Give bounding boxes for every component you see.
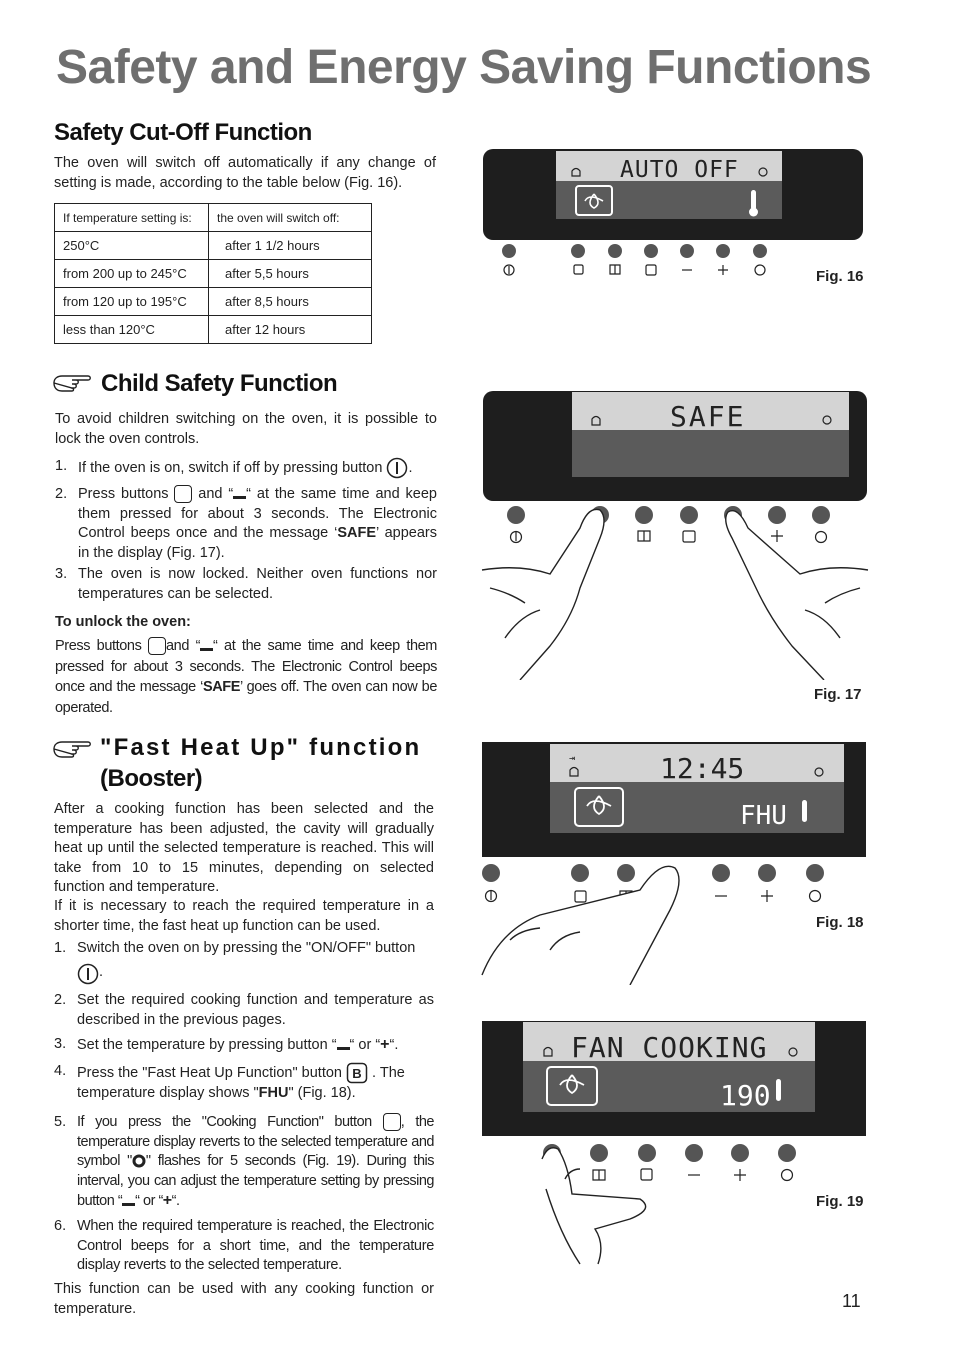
fig16-label: Fig. 16 [816,268,864,285]
page-title: Safety and Energy Saving Functions [56,41,872,94]
step-text: Set the temperature by pressing button “ [77,1037,337,1053]
step-text: When the required temperature is reached, the Electronic Control beeps for a short time, and the temperature display reverts to the selected temperature. [77,1218,434,1273]
safe-label: SAFE [202,679,241,695]
step-text: , the temperature display reverts to the selected temperature and symbol " [77,1114,434,1169]
step-text: ’ goes off. The oven can now be operated. [55,679,437,716]
step-text: and “ [198,486,234,502]
list-item: 5. If you press the "Cooking Function" button , the temperature display reverts to the selected temperature and symbol " " flashes for 5 seconds (Fig. 19). During this interval, you can adjust the temperature setting by pressing button “ “ or “+“. [54,1114,434,1209]
booster-heading-line1: "Fast Heat Up" function [100,734,422,761]
table-row [55,288,372,316]
cutoff-table [54,203,372,344]
svg-text:⇥: ⇥ [569,753,576,764]
step-text: ’ appears in the display (Fig. 17). [78,525,437,561]
plus-icon [771,530,783,542]
step-text: " (Fig. 18). [288,1085,356,1101]
thermometer-icon [751,190,756,210]
timer-icon [816,532,827,543]
fig18-time-text: 12:45 [660,752,745,785]
step-text: The oven is now locked. Neither oven functions nor temperatures can be selected. [78,566,437,602]
plus-icon: + [380,1036,390,1053]
table-cell: after 8,5 hours [209,288,372,316]
table-cell: from 200 up to 245°C [55,260,209,288]
booster-b-icon [683,531,695,542]
table-cell: after 1 1/2 hours [209,232,372,260]
fan-symbol-icon [132,1154,146,1168]
fig16-display-text: AUTO OFF [620,157,739,183]
list-item: 3. Set the temperature by pressing button “ “ or “+“. [54,1036,399,1053]
fig16-control-panel [480,146,870,286]
hand-illustration [482,509,868,680]
step-text: and “ [166,638,201,654]
table-header: the oven will switch off: [209,204,372,232]
cooking-function-button-icon [148,637,166,655]
power-icon [386,457,408,479]
list-item: 6. When the required temperature is reached, the Electronic Control beeps for a short time, and the temperature display reverts to the selected temperature. [54,1217,434,1277]
table-header-row [55,204,372,232]
table-row [55,316,372,344]
step-text: “ at the same time and keep them pressed for about 3 seconds. The Electronic Control beeps once and the message ‘ [55,638,437,695]
fig19-temp-text: 190 [720,1079,771,1112]
step-text: Switch the oven on by pressing the "ON/OFF" button [77,940,416,956]
table-header: If temperature setting is: [55,204,209,232]
child-heading: Child Safety Function [101,370,338,397]
fig19-control-panel [480,1019,870,1267]
booster-para1: After a cooking function has been selected and the temperature has been adjusted, the cavity will gradually heat up until the selected temperature is reached. This will take from 10 to 15 minutes, depending on selected function and temperature. [54,801,434,895]
hand-illustration [542,1148,646,1264]
cooking-function-button-icon [383,1113,401,1131]
table-cell: 250°C [55,232,209,260]
list-item: 1. If the oven is on, switch if off by pressing button . [55,457,437,479]
list-item: 3. The oven is now locked. Neither oven functions nor temperatures can be selected. [55,565,437,605]
table-cell: from 120 up to 195°C [55,288,209,316]
step-text: Press buttons [55,638,142,654]
fig18-label: Fig. 18 [816,914,864,931]
booster-b-icon [346,1062,368,1084]
fig17-control-panel [480,388,870,680]
safe-label: SAFE [337,525,377,541]
fig19-display-text: FAN COOKING [571,1031,768,1064]
cooking-function-icon [575,891,586,902]
unlock-heading: To unlock the oven: [55,614,191,630]
step-text: If the oven is on, switch if off by pressing button [78,459,383,476]
minus-icon [122,1203,135,1206]
book-icon [610,265,620,274]
list-item: 2. Press buttons and “ “ at the same time and keep them pressed for about 3 seconds. The Electronic Control beeps once and the message ‘SAFE’ appears in the display (Fig. 17). [55,486,437,561]
book-icon [593,1170,605,1180]
step-text: If you press the "Cooking Function" button [77,1114,372,1130]
step-text: Set the required cooking function and temperature as described in the previous pages. [77,992,434,1028]
child-intro: To avoid children switching on the oven, it is possible to lock the oven controls. [55,411,437,447]
step-text: “ or “ [349,1037,381,1053]
table-row [55,260,372,288]
fig17-label: Fig. 17 [814,686,862,703]
plus-icon [718,265,728,275]
timer-icon [810,891,821,902]
cutoff-intro: The oven will switch off automatically if any change of setting is made, according to the table below (Fig. 16). [54,155,436,191]
plus-icon: + [162,1192,172,1209]
booster-b-icon [641,1169,652,1180]
minus-icon [200,648,213,651]
plus-icon [734,1169,746,1181]
list-item: 2. Set the required cooking function and temperature as described in the previous pages. [54,991,434,1031]
table-row [55,232,372,260]
step-text: . The temperature display shows " [77,1064,405,1101]
fig18-control-panel [480,740,870,985]
timer-icon [782,1170,793,1181]
booster-heading-line2: (Booster) [100,765,203,792]
hand-illustration [482,866,679,985]
cooking-function-button-icon [174,485,192,503]
step-text: Press buttons [78,486,169,502]
booster-b-icon [646,265,656,275]
fig19-label: Fig. 19 [816,1193,864,1210]
unlock-text [55,636,437,718]
cutoff-heading: Safety Cut-Off Function [54,119,312,146]
thermometer-icon [802,800,807,822]
fhu-label: FHU [258,1085,289,1101]
book-icon [638,531,650,541]
list-item: 1. Switch the oven on by pressing the "ON/OFF" button . [54,939,434,989]
page-number: 11 [842,1291,861,1311]
step-text: " flashes for 5 seconds (Fig. 19). During this interval, you can adjust the temperature setting by pressing button “ [77,1153,434,1209]
cooking-function-icon [574,265,583,274]
timer-icon [755,265,765,275]
thermometer-icon [776,1079,781,1101]
power-icon [77,963,99,985]
booster-closing: This function can be used with any cooking function or temperature. [54,1281,434,1317]
step-text: “ at the same time and keep them pressed for about 3 seconds. The Electronic Control beeps once and the message ‘ [78,486,437,541]
svg-text:B: B [352,1066,362,1081]
booster-para2: If it is necessary to reach the required temperature in a shorter time, the fast heat up function can be used. [54,898,434,934]
pointing-hand-icon [52,372,92,394]
fig17-display-text: SAFE [670,400,746,433]
table-cell: less than 120°C [55,316,209,344]
pointing-hand-icon [52,738,92,760]
table-cell: after 12 hours [209,316,372,344]
minus-icon [233,496,246,499]
table-cell: after 5,5 hours [209,260,372,288]
minus-icon [337,1047,350,1050]
fig18-temp-text: FHU [740,801,787,831]
step-text: Press the "Fast Heat Up Function" button [77,1064,342,1081]
plus-icon [761,890,773,902]
step-text: “ or “ [135,1193,163,1209]
list-item: 4. Press the "Fast Heat Up Function" button B . The temperature display shows "FHU" (Fig. 18). [54,1063,405,1101]
